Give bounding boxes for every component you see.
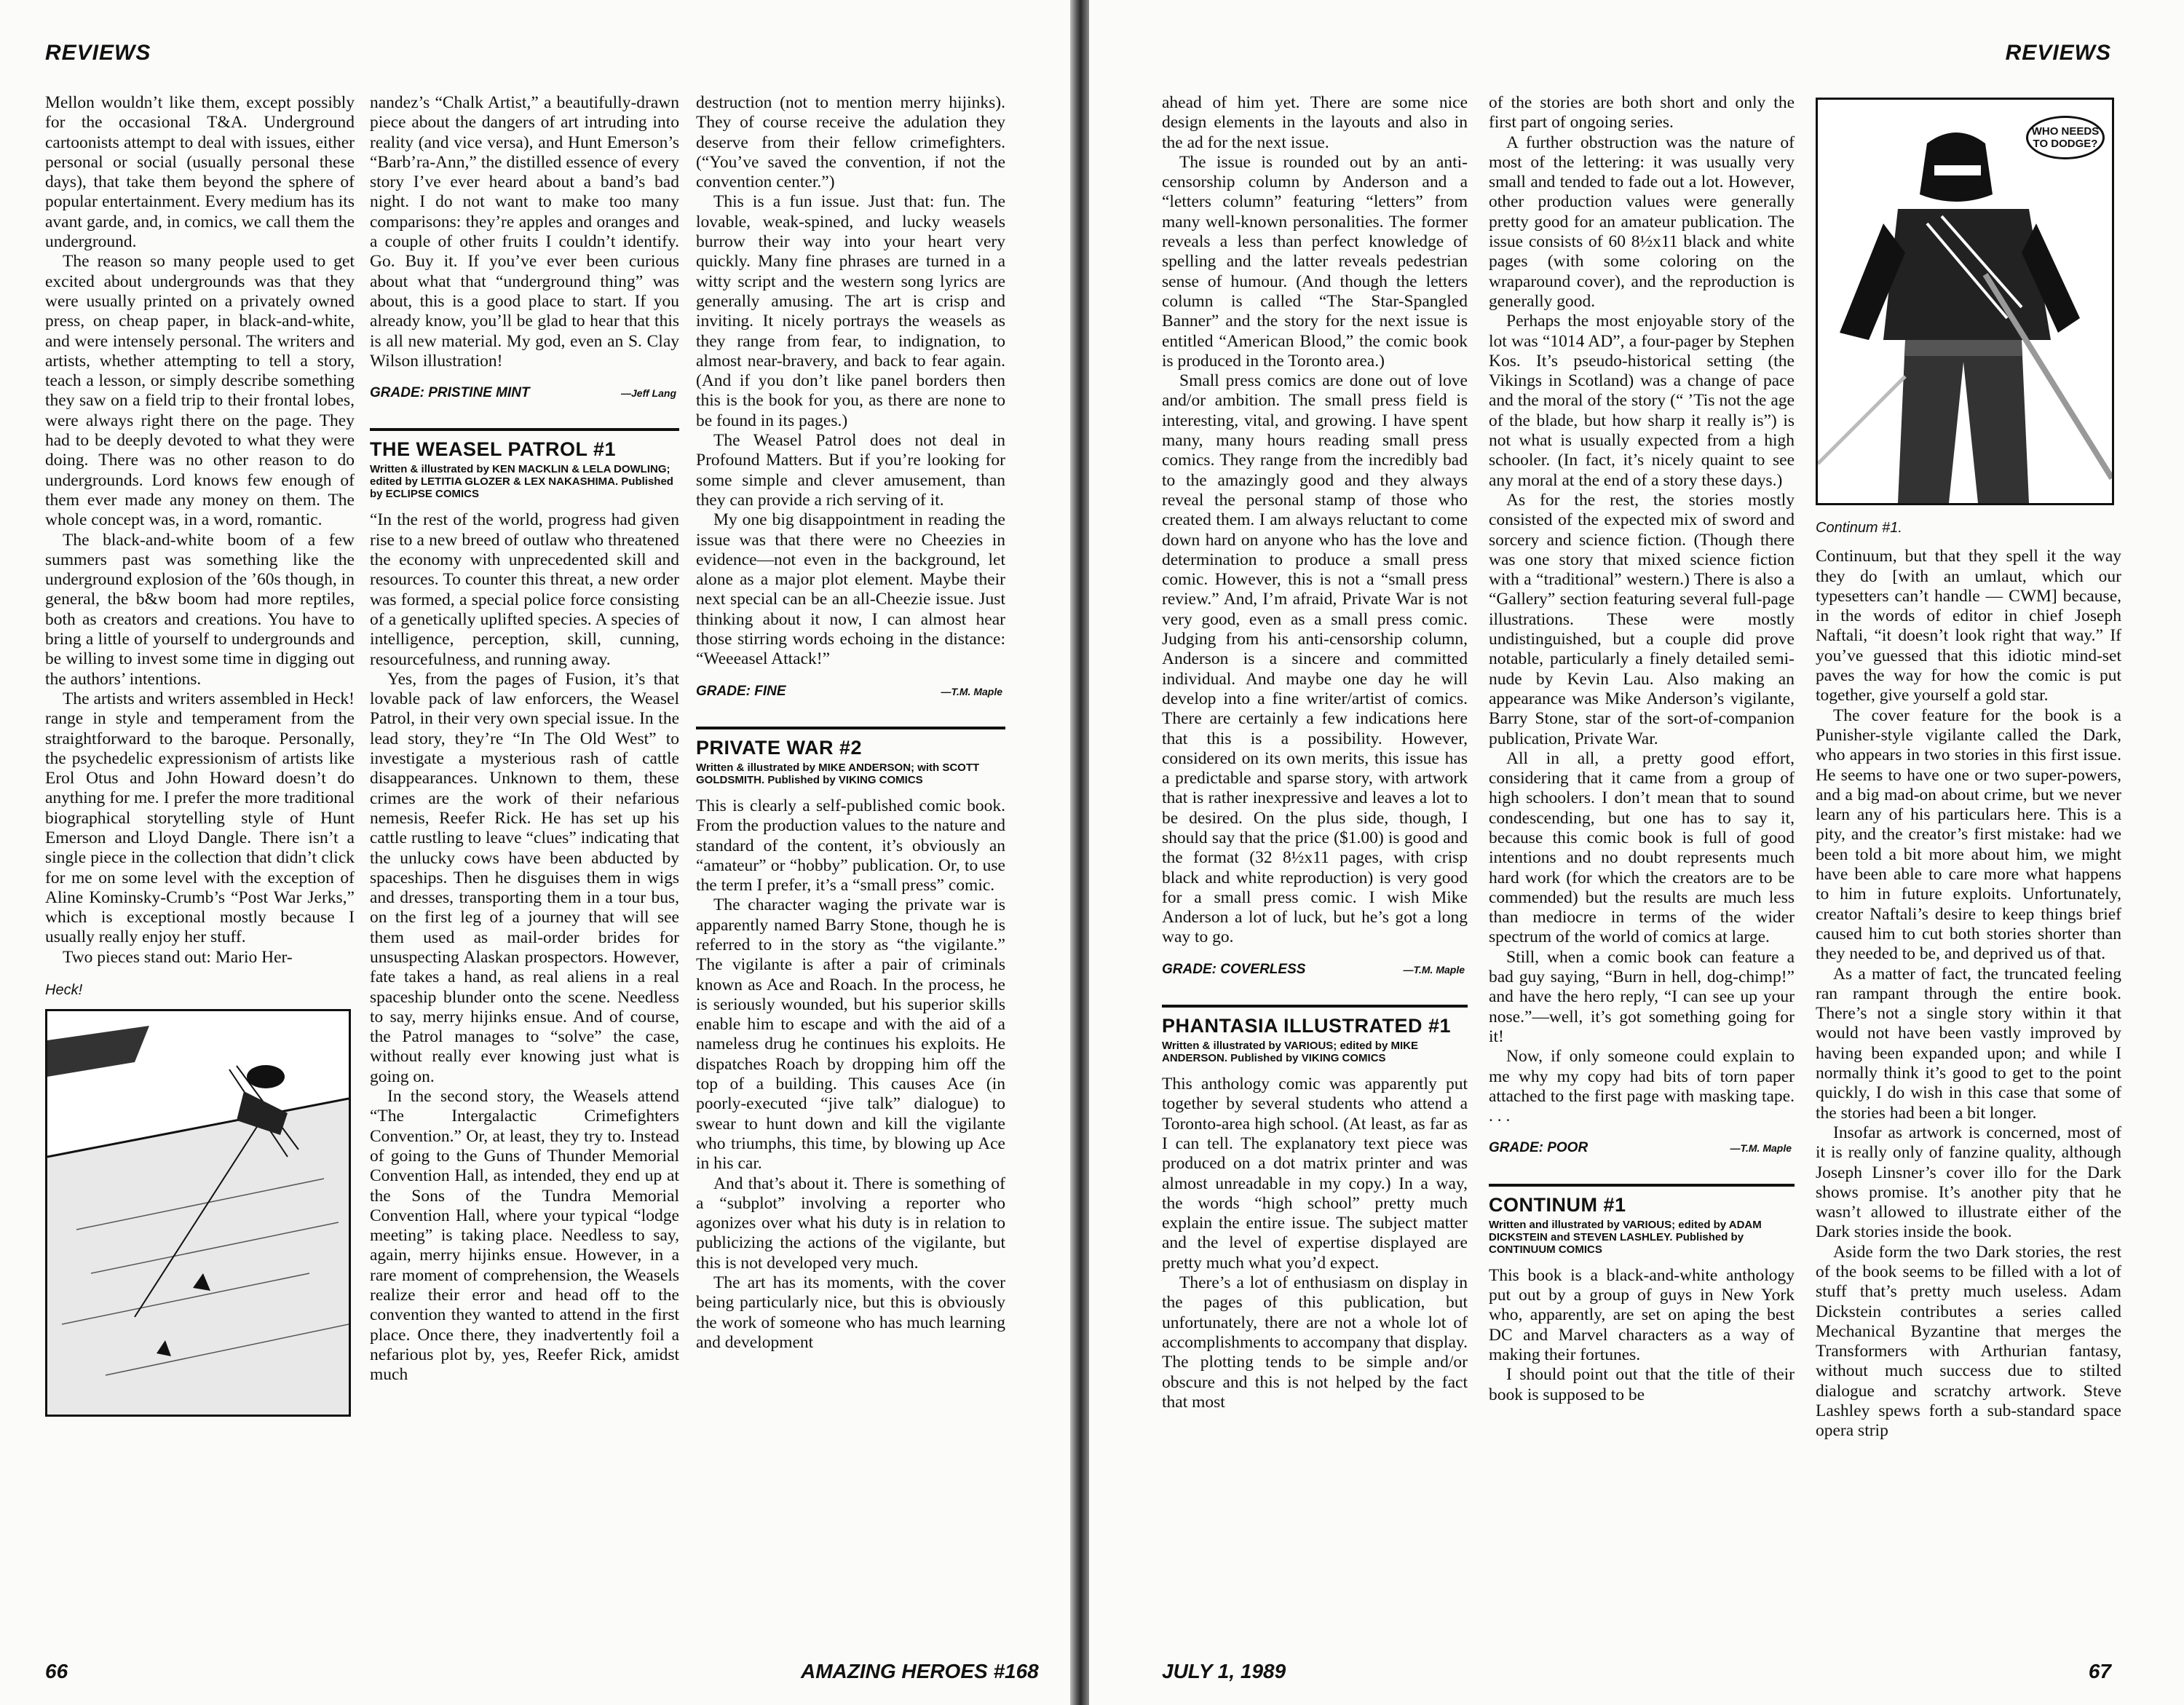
paragraph: All in all, a pretty good effort, considering that it came from a group of high schoolers. I don’t mean that to sound condescending, but one has to say it, because this comic book is full of good intentions and no doubt represents much hard work (for which the creators are to be commended) but the results are much less than mediocre in terms of the wider spectrum of the world of comics at large. bbox=[1489, 748, 1795, 947]
heck-illustration bbox=[45, 1009, 351, 1417]
section-rule bbox=[1162, 1005, 1468, 1008]
paragraph: Perhaps the most enjoyable story of the lot was “1014 AD”, a four-pager by Stephen Kos. It’s pseudo-historical setting (the Vikings in Scotland) was a change of pace and the moral of the story (“ ’Tis not the age of the blade, but how sharp it really is”) is not what is usually expected from a high schooler. (In fact, it’s nicely quaint to see any moral at the end of a story these days.) bbox=[1489, 312, 1795, 490]
reviewer-signature: —Jeff Lang bbox=[621, 387, 676, 400]
reviewer-signature: —T.M. Maple bbox=[941, 685, 1002, 697]
review-title-private-war: PRIVATE WAR #2 bbox=[696, 736, 863, 759]
paragraph: My one big disappointment in reading the issue was that there were no Cheezies in evidence—not even in the background, let alone as a major plot element. Maybe their next special can be an all-Cheezie issue. Just thinking about it now, I can almost hear those stirring words echoing in the distance: “Weeeasel Attack!” bbox=[696, 510, 1005, 669]
vigilante-artwork bbox=[1818, 100, 2112, 503]
paragraph: The black-and-white boom of a few summers past was something like the underground explosion of the ’60s though, in general, the b&w boom had more reptiles, both as creators and creations. You have to bring a little of yourself to undergrounds and be willing to invest some time in digging out the authors’ intentions. bbox=[45, 530, 355, 689]
left-col-3 bbox=[696, 93, 1005, 1632]
grade-line bbox=[1489, 1138, 1795, 1158]
section-rule bbox=[696, 727, 1005, 729]
paragraph: As a matter of fact, the truncated feeling ran rampant through the entire book. There’s not a single story within it that would not have been vastly improved by having been expanded upon; and while I normally think it’s good to get to the point quickly, I do wish in this case that some of the stories had been a bit longer. bbox=[1816, 964, 2121, 1123]
paragraph: I should point out that the title of their book is supposed to be bbox=[1489, 1365, 1795, 1404]
paragraph: In the second story, the Weasels attend “The Intergalactic Crimefighters Convention.” Or, at least, they try to. Instead of going to the Guns of Thunder Memorial Convention Hall, as intended, they end up at the Sons of the Tundra Memorial Convention Hall, where your typical “lodge meeting” is taking place. Needless to say, again, merry hijinks ensue. However, in a rare moment of comprehension, the Weasels realize their error and head off to the convention they wanted to attend in the first place. Once there, they inadvertently foil a nefarious plot by, yes, Reefer Rick, amidst much bbox=[370, 1087, 679, 1385]
paragraph: This book is a black-and-white anthology put out by a group of guys in New York who, apparently, are set on aping the best DC and Marvel characters as a way of making their fortunes. bbox=[1489, 1265, 1795, 1364]
review-credits: Written and illustrated by VARIOUS; edited by ADAM DICKSTEIN and STEVEN LASHLEY. Published by CONTINUUM COMICS bbox=[1489, 1218, 1762, 1256]
reviewer-signature: —T.M. Maple bbox=[1403, 963, 1465, 976]
paragraph: The issue is rounded out by an anti-censorship column by Anderson and a “letters column” featuring “letters” from many well-known personalities. The former reveals a less than perfect knowledge of spelling and the latter reveals pedestrian sense of humour. (And though the letters column is called “The Star-Spangled Banner” and the story for the next issue is entitled “American Blood,” the comic book is produced in the Toronto area.) bbox=[1162, 152, 1468, 371]
grade-label: GRADE: COVERLESS bbox=[1162, 961, 1306, 977]
left-col-2 bbox=[370, 93, 679, 1632]
paragraph: nandez’s “Chalk Artist,” a beautifully-drawn piece about the dangers of art intruding into reality (and vice versa), and Hunt Emerson’s “Barb’ra-Ann,” the distilled essence of every story I’ve ever heard about a band’s bad night. I do not want to make too many comparisons: they’re apples and oranges and a couple of other fruits I couldn’t identify. Go. Buy it. If you’ve ever been curious about what that “underground thing” was about, this is a good place to start. If you already know, you’ll be glad to hear that this is all new material. My god, even an S. Clay Wilson illustration! bbox=[370, 93, 679, 371]
review-title-phantasia: PHANTASIA ILLUSTRATED #1 bbox=[1162, 1015, 1452, 1037]
paragraph: The artists and writers assembled in Heck! range in style and temperament from the straightforward to the baroque. Personally, the psychedelic expressionism of artists like Erol Otus and John Howard doesn’t do anything for me. I prefer the more traditional biographical storytelling style of Hunt Emerson and Lloyd Dangle. There isn’t a single piece in the collection that didn’t click for me on some level with the exception of Aline Kominsky-Crumb’s “Post War Jerks,” which is exceptional mostly because I usually really enjoy her stuff. bbox=[45, 689, 355, 947]
binding-gutter bbox=[1070, 0, 1089, 1705]
left-col-1 bbox=[45, 93, 355, 1632]
magazine-title-footer: AMAZING HEROES #168 bbox=[801, 1660, 1039, 1682]
review-credits: Written & illustrated by KEN MACKLIN & LELA DOWLING; edited by LETITIA GLOZER & LEX NAKASHIMA. Published by ECLIPSE COMICS bbox=[370, 463, 673, 501]
right-page bbox=[1089, 0, 2184, 1705]
grade-label: GRADE: PRISTINE MINT bbox=[370, 385, 530, 401]
right-col-1 bbox=[1162, 93, 1468, 1632]
left-page bbox=[0, 0, 1070, 1705]
reviewer-signature: —T.M. Maple bbox=[1730, 1142, 1792, 1155]
grade-line bbox=[696, 681, 1005, 702]
speech-balloon: WHO NEEDS TO DODGE? bbox=[2026, 116, 2105, 159]
continum-cover-art bbox=[1816, 98, 2114, 505]
paragraph: As for the rest, the stories mostly consisted of the expected mix of sword and sorcery and science fiction. (Though there was one story that mixed science fiction with a “traditional” western.) There is also a “Gallery” section featuring several full-page illustrations. These were mostly undistinguished, but a couple did prove notable, particularly a finely detailed semi-nude by Kevin Lau. Also making an appearance was Mike Anderson’s vigilante, Barry Stone, star of the sort-of-companion publication, Private War. bbox=[1489, 490, 1795, 748]
section-rule bbox=[370, 428, 679, 431]
paragraph: Small press comics are done out of love and/or ambition. The small press field is interesting, vital, and growing. I have spent many, many hours reading small press comics. They range from the incredibly bad to the amazingly good and they always reveal the personal stamp of those who created them. I am always reluctant to come down hard on anyone who has the love and determination to produce a small press comic. However, this is not a “small press review.” And, I’m afraid, Private War is not very good, even as a small press comic. Judging from his anti-censorship column, Anderson is a sincere and committed individual. And maybe one day he will develop into a fine writer/artist of comics. There are certainly a few indications here that this is a possibility. However, considered on its own merits, this issue has a predictable and sparse story, with artwork that is rather inexpressive and leaves a lot to be desired. On the plus side, though, I should say that the price ($1.00) is good and the format (32 8½x11 pages, with crisp black and white reproduction) is very good for a small press comic. I wish Mike Anderson a lot of luck, but he’s got a long way to go. bbox=[1162, 371, 1468, 947]
running-head-right: REVIEWS bbox=[2005, 41, 2111, 65]
review-title-weasel-patrol: THE WEASEL PATROL #1 bbox=[370, 438, 617, 461]
continum-caption: Continum #1. bbox=[1816, 520, 1902, 536]
paragraph: The Weasel Patrol does not deal in Profound Matters. But if you’re looking for some simple and clever amusement, than they can provide a rich serving of it. bbox=[696, 431, 1005, 510]
paragraph: of the stories are both short and only the first part of ongoing series. bbox=[1489, 93, 1795, 132]
review-credits: Written & illustrated by MIKE ANDERSON; with SCOTT GOLDSMITH. Published by VIKING COMICS bbox=[696, 761, 980, 786]
grade-label: GRADE: FINE bbox=[696, 683, 786, 699]
right-col-3 bbox=[1816, 93, 2121, 1632]
running-head-left: REVIEWS bbox=[45, 41, 151, 65]
paragraph: Insofar as artwork is concerned, most of it is really only of fanzine quality, although Joseph Linsner’s cover illo for the Dark shows promise. It’s another pity that he wasn’t allowed to illustrate either of the Dark stories inside the book. bbox=[1816, 1123, 2121, 1242]
paragraph: destruction (not to mention merry hijinks). They of course receive the adulation they deserve from their fellow crimefighters. (“You’ve saved the convention, if not the convention center.”) bbox=[696, 93, 1005, 192]
paragraph: Now, if only someone could explain to me why my copy had bits of torn paper attached to the first page with masking tape. . . . bbox=[1489, 1047, 1795, 1126]
review-title-continum: CONTINUM #1 bbox=[1489, 1193, 1626, 1216]
grade-line bbox=[1162, 960, 1468, 980]
paragraph: The art has its moments, with the cover being particularly nice, but this is obviously the work of someone who has much learning and development bbox=[696, 1273, 1005, 1352]
paragraph: Yes, from the pages of Fusion, it’s that lovable pack of law enforcers, the Weasel Patrol, in their very own special issue. In the lead story, they’re “In The Old West” to investigate a mysterious rash of cattle disappearances. Unknown to them, these crimes are the work of their nefarious nemesis, Reefer Rick. He has set up his cattle rustling to leave “clues” indicating that the unlucky cows have been abducted by spaceships. Then he disguises them in wigs and dresses, transporting them in a tour bus, on the first leg of a journey that will see them used as mail-order brides for unsuspecting Alaskan prospectors. However, fate takes a hand, as real aliens in a real spaceship blunder onto the scene. Needless to say, merry hijinks ensue. And of course, the Patrol manages to “solve” the case, without really ever knowing just what is going on. bbox=[370, 669, 679, 1086]
paragraph: This is a fun issue. Just that: fun. The lovable, weak-spined, and lucky weasels burrow their way into your heart very quickly. Many fine phrases are turned in a witty script and the western song lyrics are generally amusing. The art is crisp and inviting. It nicely portrays the weasels as they range from fear, to indignation, to almost near-bravery, and back to fear again. (And if you don’t like panel borders then this is the book for you, as there are none to be found in its pages.) bbox=[696, 192, 1005, 430]
paragraph: The character waging the private war is apparently named Barry Stone, though he is referred to in the story as “the vigilante.” The vigilante is after a pair of criminals known as Ace and Roach. In the process, he is seriously wounded, but his superior skills enable him to escape and with the aid of a nameless drug he continues his exploits. He dispatches Roach by dropping him off the top of a building. This causes Ace (in poorly-executed “jive talk” dialogue) to swear to hunt down and kill the vigilante who triumphs, this time, by blowing up Ace in his car. bbox=[696, 895, 1005, 1174]
heck-artwork bbox=[47, 1011, 349, 1415]
grade-line bbox=[370, 383, 679, 403]
paragraph: Still, when a comic book can feature a bad guy saying, “Burn in hell, dog-chimp!” and have the hero reply, “I can see up your nose.”—well, it’s got something going for it! bbox=[1489, 947, 1795, 1046]
paragraph: “In the rest of the world, progress had given rise to a new breed of outlaw who threatened the economy with unprecedented skill and resources. To counter this threat, a new order was formed, a special police force consisting of a genetically uplifted species. A species of intelligence, perception, skill, cunning, resourcefulness, and running away. bbox=[370, 510, 679, 669]
issue-date-footer: JULY 1, 1989 bbox=[1162, 1660, 1286, 1682]
heck-caption: Heck! bbox=[45, 982, 83, 999]
paragraph: This is clearly a self-published comic book. From the production values to the nature and standard of the content, it’s obviously an “amateur” or “hobby” publication. Or, to use the term I prefer, it’s a “small press” comic. bbox=[696, 796, 1005, 895]
paragraph: And that’s about it. There is something of a “subplot” involving a reporter who agonizes over what his duty is in relation to publicizing the actions of the vigilante, but this is not developed very much. bbox=[696, 1174, 1005, 1273]
paragraph: Two pieces stand out: Mario Her- bbox=[63, 947, 293, 967]
page-number-right: 67 bbox=[2088, 1660, 2111, 1682]
paragraph: The reason so many people used to get excited about undergrounds was that they were usually printed on a privately owned press, on cheap paper, in black-and-white, and were intensely personal. The writers and artists, whether attempting to tell a story, teach a lesson, or simply describe something they saw on a field trip to their frontal lobes, were always right there on the page. They had to be deeply devoted to what they were doing. There was no other reason to do undergrounds. Lord knows few enough of them ever made any money on them. The whole concept was, in a word, romantic. bbox=[45, 252, 355, 530]
paragraph: A further obstruction was the nature of most of the lettering: it was usually very small and tended to fade out a lot. However, other production values were generally pretty good for an amateur publication. The issue consists of 60 8½x11 black and white pages (with some coloring on the wraparound cover), and the reproduction is generally good. bbox=[1489, 132, 1795, 311]
page-number-left: 66 bbox=[45, 1660, 68, 1682]
paragraph: Mellon wouldn’t like them, except possibly for the occasional T&A. Underground cartoonists attempt to deal with issues, either personal or social (usually personal these days), that take them beyond the sphere of popular entertainment. Every medium has its avant garde, and, in comics, we call them the underground. bbox=[45, 93, 355, 252]
paragraph: There’s a lot of enthusiasm on display in the pages of this publication, but unfortunately, there are not a whole lot of accomplishments to accompany that display. The plotting tends to be simple and/or obscure and this is not helped by the fact that most bbox=[1162, 1273, 1468, 1412]
paragraph: This anthology comic was apparently put together by several students who attend a Toronto-area high school. (At least, as far as I can tell. The explanatory text piece was produced on a dot matrix printer and was almost unreadable in my copy.) In a way, the words “high school” pretty much explain the entire issue. The subject matter and the level of expertise displayed are pretty much what you’d expect. bbox=[1162, 1075, 1468, 1273]
review-credits: Written & illustrated by VARIOUS; edited by MIKE ANDERSON. Published by VIKING COMICS bbox=[1162, 1040, 1418, 1065]
right-col-2 bbox=[1489, 93, 1795, 1632]
paragraph: ahead of him yet. There are some nice design elements in the layouts and also in the ad for the next issue. bbox=[1162, 93, 1468, 152]
paragraph: The cover feature for the book is a Punisher-style vigilante called the Dark, who appears in two stories in this first issue. He seems to have one or two super-powers, and a big mad-on about crime, but we never learn any of his particulars here. This is a pity, and the creator’s first mistake: had we been told a bit more about him, we might have been able to care more what happens to him in future exploits. Unfortunately, creator Naftali’s desire to keep things brief caused him to cut both stories shorter than they needed to be, and deprived us of that. bbox=[1816, 705, 2121, 964]
section-rule bbox=[1489, 1184, 1795, 1187]
grade-label: GRADE: POOR bbox=[1489, 1140, 1588, 1156]
paragraph: Aside form the two Dark stories, the rest of the book seems to be filled with a lot of stuff that’s pretty much useless. Adam Dickstein contributes a series called Mechanical Byzantine that merges the Transformers with Arthurian fantasy, without much success due to stilted dialogue and scratchy artwork. Steve Lashley spews forth a sub-standard space opera strip bbox=[1816, 1242, 2121, 1441]
paragraph: Continuum, but that they spell it the way they do [with an umlaut, which our typesetters can’t handle — CWM] because, in the words of editor in chief Joseph Naftali, “it doesn’t look right that way.” If you’ve guessed that this idiotic mind-set paves the way for how the comic is put together, give yourself a gold star. bbox=[1816, 547, 2121, 705]
